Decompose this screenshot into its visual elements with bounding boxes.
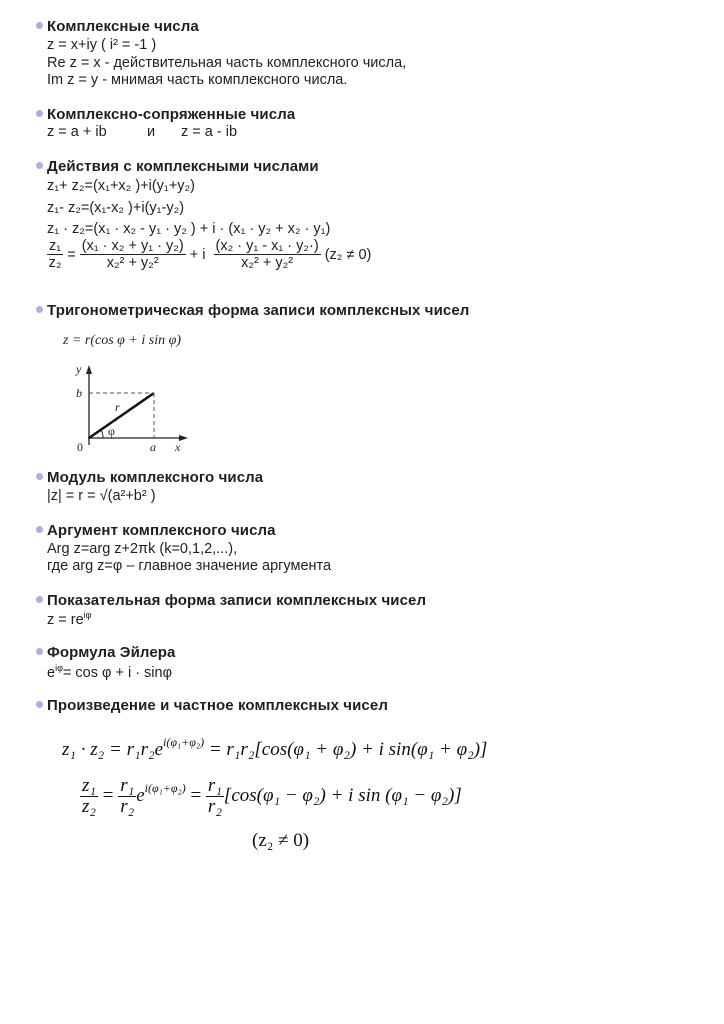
numerator: r₁: [120, 775, 135, 796]
section-heading: [36, 697, 388, 714]
lhs: z₁ · z₂ = r₁r₂e: [62, 739, 164, 760]
numerator: (x₂ · y₁ - x₁ · y₂·): [215, 238, 319, 254]
quotient-formula: [80, 776, 462, 817]
x-label: x: [175, 440, 181, 454]
plus-i: + i: [189, 246, 206, 263]
equals: =: [102, 784, 114, 806]
exponent: iφ: [83, 610, 92, 620]
heading-text: Формула Эйлера: [47, 644, 176, 661]
numerator: r₁: [207, 775, 222, 796]
text-line: [47, 663, 172, 681]
text-line: z = a - ib: [181, 124, 238, 140]
exponent: iφ: [55, 663, 63, 673]
fraction: [118, 776, 136, 817]
exponent: i(φ₁+φ₂): [163, 735, 205, 749]
heading-text: Показательная форма записи комплексных чисел: [47, 592, 427, 609]
numerator: z₁: [82, 775, 96, 796]
rhs: = r₁r₂[cos(φ₁ + φ₂) + i sin(φ₁ + φ₂)]: [208, 739, 488, 760]
e: e: [136, 784, 145, 806]
origin-label: 0: [77, 440, 83, 454]
r-label: r: [115, 400, 120, 414]
text-line: и: [147, 124, 156, 140]
heading-text: Комплексно-сопряженные числа: [47, 106, 296, 123]
bullet-icon: [36, 526, 43, 533]
text-line: Arg z=arg z+2πk (k=0,1,2,...),: [47, 541, 238, 557]
heading-text: Действия с комплексными числами: [47, 158, 319, 175]
heading-text: Аргумент комплексного числа: [47, 522, 276, 539]
fraction: [80, 776, 98, 817]
bullet-icon: [36, 701, 43, 708]
section-heading: [36, 469, 263, 486]
denominator: x₂² + y₂²: [241, 255, 294, 271]
base: e: [47, 665, 56, 681]
bullet-icon: [36, 22, 43, 29]
formula-line: z₁ · z₂=(x₁ · x₂ - y₁ · y₂ ) + i · (x₁ · y₂ + x₂ · y₁): [47, 221, 331, 237]
section-heading: [36, 158, 319, 175]
section-heading: [36, 106, 295, 123]
x-arrow-icon: [179, 435, 188, 441]
bullet-icon: [36, 473, 43, 480]
heading-text: Модуль комплексного числа: [47, 469, 264, 486]
equals: =: [190, 784, 202, 806]
bullet-icon: [36, 596, 43, 603]
section-heading: [36, 644, 175, 661]
fraction: [80, 238, 186, 272]
bullet-icon: [36, 110, 43, 117]
rhs: [cos(φ₁ − φ₂) + i sin (φ₁ − φ₂)]: [223, 784, 462, 806]
fraction: [47, 238, 63, 272]
text-line: [47, 610, 92, 628]
fraction: [206, 776, 224, 817]
text-line: Im z = y - мнимая часть комплексного числа.: [47, 72, 348, 88]
numerator: (x₁ · x₂ + y₁ · y₂): [81, 238, 184, 254]
text-line: где arg z=φ – главное значение аргумента: [47, 558, 332, 574]
section-heading: [36, 522, 276, 539]
heading-text: Тригонометрическая форма записи комплексных чисел: [47, 302, 470, 319]
denominator: r₂: [120, 796, 135, 817]
fraction: [214, 238, 321, 272]
equals: =: [67, 246, 76, 263]
rest: = cos φ + i · sinφ: [62, 665, 172, 681]
formula-line: z₁- z₂=(x₁-x₂ )+i(y₁-y₂): [47, 200, 185, 216]
bullet-icon: [36, 162, 43, 169]
text-line: Re z = x - действительная часть комплексного числа,: [47, 55, 407, 71]
angle-arc: [101, 430, 103, 438]
section-heading: [36, 592, 426, 609]
nonzero-condition: (z₂ ≠ 0): [252, 830, 310, 851]
a-label: a: [150, 440, 156, 454]
complex-plane-diagram: [70, 360, 200, 460]
radius-vector: [89, 393, 154, 438]
denominator: x₂² + y₂²: [106, 255, 159, 271]
product-formula: [62, 735, 487, 761]
heading-text: Произведение и частное комплексных чисел: [47, 697, 388, 714]
bullet-icon: [36, 306, 43, 313]
base: z = re: [47, 612, 84, 628]
bullet-icon: [36, 648, 43, 655]
condition: (z₂ ≠ 0): [324, 246, 372, 263]
division-formula: [47, 238, 371, 272]
b-label: b: [76, 386, 82, 400]
formula-line: z₁+ z₂=(x₁+x₂ )+i(y₁+y₂): [47, 178, 195, 194]
y-label: y: [76, 362, 82, 376]
text-line: |z| = r = √(a²+b² ): [47, 488, 156, 504]
denominator: z₂: [48, 255, 62, 271]
section-heading: [36, 18, 199, 35]
trig-formula: z = r(cos φ + i sin φ): [63, 333, 181, 348]
y-arrow-icon: [86, 365, 92, 374]
section-heading: [36, 302, 469, 319]
numerator: z₁: [49, 238, 62, 254]
heading-text: Комплексные числа: [47, 18, 199, 35]
denominator: r₂: [207, 796, 222, 817]
exponent: i(φ₁+φ₂): [144, 780, 186, 795]
denominator: z₂: [82, 796, 96, 817]
text-line: z = a + ib: [47, 124, 107, 140]
phi-label: φ: [108, 424, 115, 438]
text-line: z = x+iy ( i² = -1 ): [47, 37, 157, 53]
